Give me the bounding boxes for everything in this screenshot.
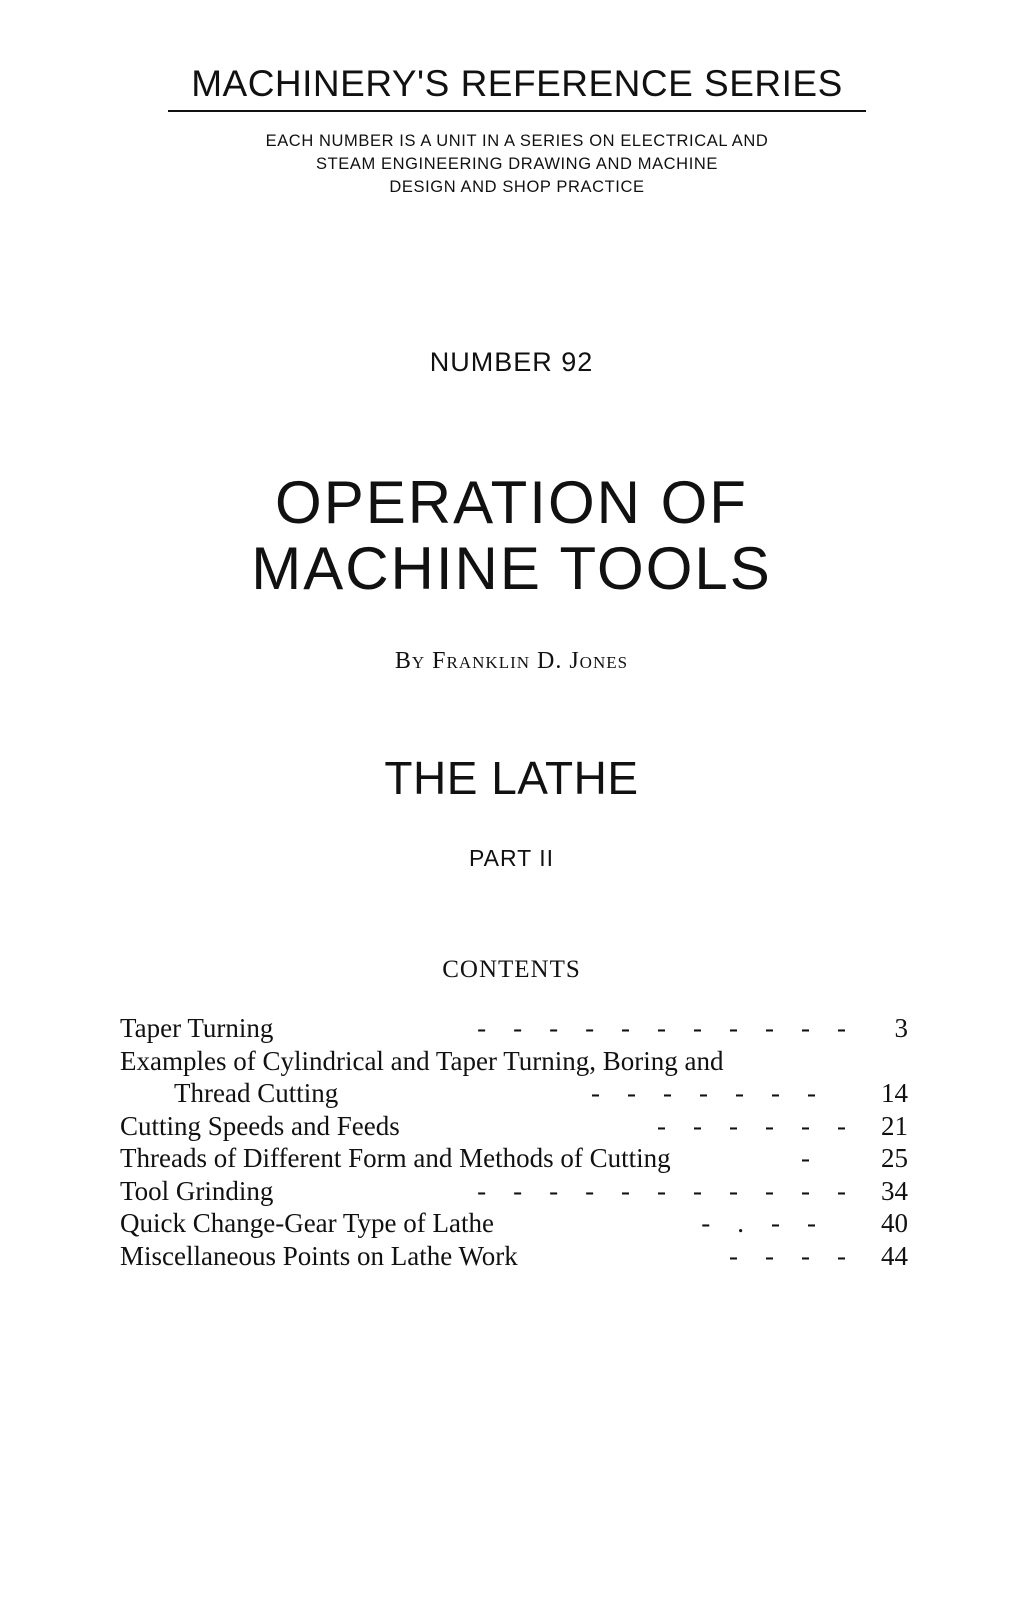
toc-entry-page: 14 (881, 1078, 908, 1108)
series-description (150, 130, 884, 199)
toc-entry-leader: - - - - - - - - - - - (477, 1013, 846, 1043)
series-description-line: EACH NUMBER IS A UNIT IN A SERIES ON ELECTRICAL AND (265, 132, 769, 150)
toc-entry-leader: - - - - - - (657, 1110, 846, 1141)
toc-entry-leader: - - - - - - - (591, 1078, 816, 1108)
toc-entry (120, 1175, 908, 1208)
table-of-contents (120, 1012, 908, 1272)
book-title-line: MACHINE TOOLS (251, 535, 772, 602)
toc-entry (120, 1240, 908, 1273)
toc-entry (120, 1045, 908, 1110)
toc-entry (120, 1207, 908, 1240)
toc-entry-leader: - . - - (701, 1208, 816, 1238)
subject-title: THE LATHE (384, 752, 639, 804)
toc-entry-title: Miscellaneous Points on Lathe Work (120, 1240, 518, 1271)
series-title: MACHINERY'S REFERENCE SERIES (191, 63, 843, 104)
series-description-line: STEAM ENGINEERING DRAWING AND MACHINE (315, 155, 719, 173)
toc-entry-leader: - - - - - - - - - - - (477, 1175, 846, 1206)
toc-entry-page: 21 (881, 1110, 908, 1141)
series-title-rule (168, 110, 866, 112)
book-title-line: OPERATION OF (275, 469, 748, 536)
series-number: NUMBER 92 (429, 347, 594, 377)
toc-entry-leader: - (801, 1143, 810, 1173)
toc-entry-title-line: Examples of Cylindrical and Taper Turning, Boring and (120, 1045, 724, 1076)
toc-entry-page: 44 (881, 1240, 908, 1271)
part-label: PART II (469, 845, 554, 871)
toc-entry-page: 40 (881, 1208, 908, 1238)
toc-entry-title-continuation: Thread Cutting (174, 1078, 339, 1108)
series-description-line: DESIGN AND SHOP PRACTICE (389, 178, 645, 196)
toc-entry-title: Taper Turning (120, 1013, 274, 1043)
toc-entry-page: 34 (881, 1175, 908, 1206)
toc-entry-page: 3 (894, 1013, 908, 1043)
toc-entry-page: 25 (881, 1143, 908, 1173)
toc-entry (120, 1110, 908, 1143)
toc-entry-leader: - - - - (729, 1240, 846, 1271)
toc-entry-title: Tool Grinding (120, 1175, 274, 1206)
author-byline: By Franklin D. Jones (394, 648, 629, 674)
toc-entry (120, 1012, 908, 1045)
toc-entry-title: Quick Change-Gear Type of Lathe (120, 1208, 494, 1238)
toc-entry (120, 1142, 908, 1175)
toc-entry-title: Threads of Different Form and Methods of Cutting (120, 1143, 671, 1173)
book-title (0, 470, 1023, 602)
contents-heading: CONTENTS (442, 956, 581, 983)
toc-entry-title: Cutting Speeds and Feeds (120, 1110, 400, 1141)
